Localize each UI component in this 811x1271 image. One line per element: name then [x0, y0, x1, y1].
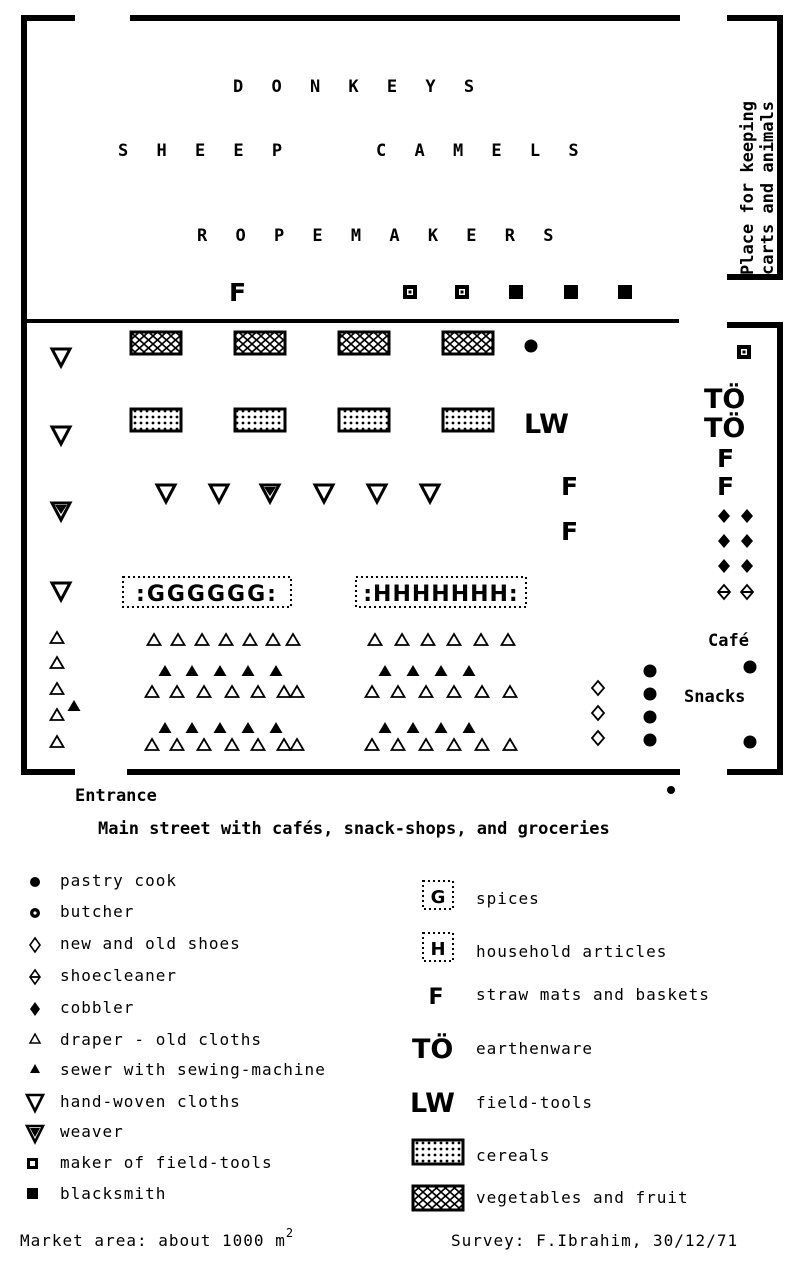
svg-text:straw mats and baskets: straw mats and baskets [476, 985, 710, 1004]
maker-of-field-tools-marker [737, 345, 751, 359]
hand-woven-cloths-marker [52, 583, 70, 600]
straw-mats-marker: F [561, 472, 579, 501]
svg-text:spices: spices [476, 889, 540, 908]
snacks-label: Snacks [684, 687, 746, 707]
shoes-icon [30, 938, 40, 952]
svg-text:cereals: cereals [476, 1146, 551, 1165]
straw-mats-marker: F [717, 444, 735, 473]
svg-text:pastry cook: pastry cook [60, 871, 177, 890]
pastry-cook-marker [744, 661, 757, 674]
field-tools-marker: LW [524, 409, 569, 440]
pastry-cook-icon [30, 877, 40, 887]
vegetables-row [131, 332, 493, 354]
cereals-icon [413, 1140, 463, 1164]
svg-text:cobbler: cobbler [60, 998, 135, 1017]
survey-label: Survey: F.Ibrahim, 30/12/71 [451, 1231, 739, 1250]
maker-of-field-tools-marker [403, 285, 417, 299]
legend-left [27, 871, 326, 1203]
shoes-marker [592, 681, 604, 695]
cobbler-marker [741, 509, 753, 523]
vegetables-icon [413, 1186, 463, 1210]
straw-mats-icon: F [428, 985, 444, 1010]
pastry-cook-marker [744, 736, 757, 749]
carts-area-label [738, 101, 778, 275]
straw-mats-marker: F [717, 472, 735, 501]
market-area-label: Market area: about 1000 $m^2$ [20, 1226, 295, 1250]
straw-mats-marker: F [229, 278, 247, 307]
weaver-marker [52, 503, 70, 520]
camels-label: C A M E L S [376, 141, 588, 161]
svg-text:butcher: butcher [60, 902, 135, 921]
pastry-cook-marker [525, 340, 538, 353]
svg-text:G: G [430, 887, 446, 908]
donkeys-label: D O N K E Y S [233, 77, 484, 97]
svg-text:sewer with sewing-machine: sewer with sewing-machine [60, 1060, 326, 1079]
hand-woven-cloths-marker [421, 485, 439, 502]
cobbler-marker [718, 559, 730, 573]
draper-left-column [51, 632, 81, 747]
market-walls [24, 18, 780, 772]
blacksmith-marker [509, 285, 523, 299]
hand-woven-cloths-marker [52, 349, 70, 366]
pastry-cook-marker [644, 688, 657, 701]
pastry-cook-marker [644, 734, 657, 747]
shoes-marker [592, 731, 604, 745]
cobbler-marker [718, 509, 730, 523]
svg-text:maker of field-tools: maker of field-tools [60, 1153, 273, 1172]
draper-block-2 [366, 634, 517, 750]
cafe-label: Café [708, 631, 749, 651]
sheep-label: S H E E P [118, 141, 292, 161]
cobbler-icon [30, 1002, 40, 1016]
svg-text:weaver: weaver [60, 1122, 124, 1141]
shoes-marker [592, 706, 604, 720]
spices-row-label: :GGGGGG: [136, 582, 278, 607]
shoecleaner-marker [718, 585, 730, 599]
svg-text:blacksmith: blacksmith [60, 1184, 167, 1203]
blacksmith-marker [618, 285, 632, 299]
earthenware-icon: TÖ [412, 1034, 454, 1065]
shoecleaner-marker [741, 585, 753, 599]
svg-text:Place for keeping: Place for keeping [738, 101, 758, 275]
cobbler-marker [741, 559, 753, 573]
field-tools-icon: LW [410, 1088, 455, 1119]
hand-woven-cloths-marker [315, 485, 333, 502]
legend-right [410, 881, 710, 1210]
maker-of-field-tools-marker [455, 285, 469, 299]
svg-text:carts and animals: carts and animals [758, 101, 778, 275]
hand-woven-cloths-marker [157, 485, 175, 502]
cobbler-marker [741, 534, 753, 548]
svg-text:shoecleaner: shoecleaner [60, 966, 177, 985]
household-articles-row-label: :HHHHHHH: [363, 582, 519, 607]
draper-block-1 [146, 634, 304, 750]
svg-text:H: H [430, 939, 446, 960]
draper-icon [30, 1034, 40, 1043]
entrance-label: Entrance [75, 786, 157, 806]
hand-woven-cloths-marker [368, 485, 386, 502]
ropemakers-label: R O P E M A K E R S [197, 226, 563, 246]
hand-woven-cloths-icon [27, 1095, 43, 1111]
weaver-marker [261, 485, 279, 502]
svg-text:earthenware: earthenware [476, 1039, 593, 1058]
blacksmith-icon [27, 1188, 38, 1199]
main-street-label: Main street with cafés, snack-shops, and groceries [98, 819, 610, 839]
svg-text:vegetables and fruit: vegetables and fruit [476, 1188, 689, 1207]
hand-woven-cloths-marker [210, 485, 228, 502]
hand-woven-cloths-marker [52, 427, 70, 444]
earthenware-marker: TÖ [704, 384, 746, 415]
svg-text:hand-woven cloths: hand-woven cloths [60, 1092, 241, 1111]
straw-mats-marker: F [561, 517, 579, 546]
pastry-cook-marker [644, 711, 657, 724]
cereals-row [131, 409, 493, 431]
svg-text:new and old shoes: new and old shoes [60, 934, 241, 953]
blacksmith-marker [564, 285, 578, 299]
cobbler-marker [718, 534, 730, 548]
svg-text:household articles: household articles [476, 942, 668, 961]
sewer-icon [30, 1064, 40, 1073]
svg-text:field-tools: field-tools [476, 1093, 593, 1112]
pastry-cook-marker [644, 665, 657, 678]
svg-text:draper - old cloths: draper - old cloths [60, 1030, 263, 1049]
street-dot [667, 786, 675, 794]
earthenware-marker: TÖ [704, 413, 746, 444]
